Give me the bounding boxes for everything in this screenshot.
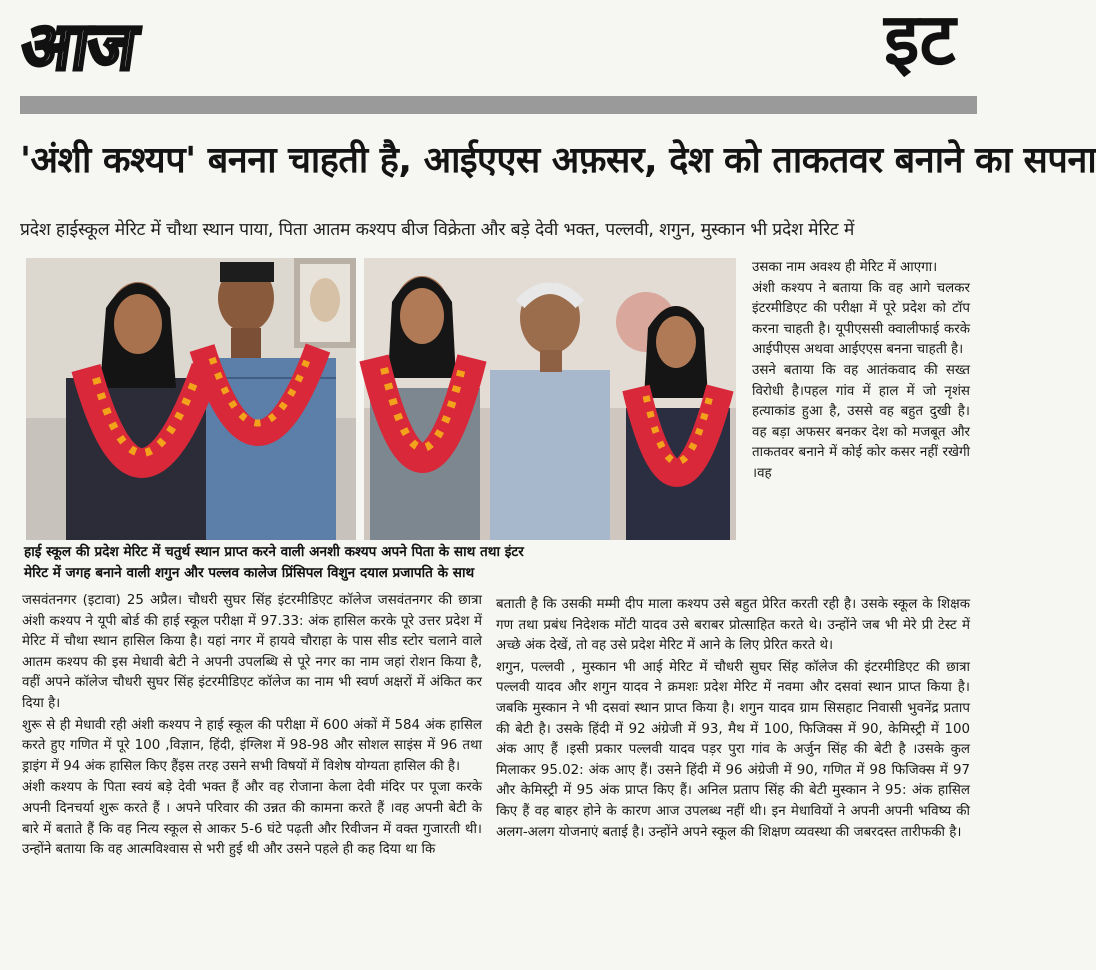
article-paragraph: अंशी कश्यप के पिता स्वयं बड़े देवी भक्त हैं और वह रोजाना केला देवी मंदिर पर पूजा करके अपनी दिनचर्या शुरू करते हैं । अपने परिवार की उन्नत की कामना करते हैं ।वह अपनी बेटी के बारे में बताते हैं कि वह नित्य स्कूल से आकर 5-6 घंटे पढ़ती और रिवीजन में वक्त गुजारती थी। उन्होंने बताया कि वह आत्मविश्वास से भरी हुई थी और उसने पहले ही कह दिया था कि: [22, 780, 482, 858]
article-paragraph: शुरू से ही मेधावी रही अंशी कश्यप ने हाई स्कूल की परीक्षा में 600 अंकों में 584 अंक हासिल करते हुए गणित में पूरे 100 ,विज्ञान, हिंदी, इंग्लिश में 98-98 और सोशल साइंस में 96 तथा ड्राइंग में 94 अंक हासिल किए हैंइस तरह उसने सभी विषयों में विशेष योग्यता हासिल की है।: [22, 717, 482, 774]
newspaper-logo: आज: [16, 8, 140, 85]
article-column-left: [22, 591, 482, 963]
subheadline: प्रदेश हाईस्कूल मेरिट में चौथा स्थान पाया, पिता आतम कश्यप बीज विक्रेता और बड़े देवी भक्त, पल्लवी, शगुन, मुस्कान भी प्रदेश मेरिट में: [20, 220, 855, 240]
masthead-edition-fragment: इट: [884, 0, 956, 81]
caption-line-1: हाई स्कूल की प्रदेश मेरिट में चतुर्थ स्थान प्राप्त करने वाली अनशी कश्यप अपने पिता के साथ तथा इंटर: [24, 544, 524, 560]
headline: 'अंशी कश्यप' बनना चाहती है, आईएएस अफ़सर, देश को ताकतवर बनाने का सपना: [20, 140, 1096, 181]
side-paragraph: उसका नाम अवश्य ही मेरिट में आएगा।: [752, 260, 938, 275]
side-paragraph: उसने बताया कि वह आतंकवाद की सख्त विरोधी है।पहल गांव में हाल में जो नृशंस हत्याकांड हुआ है, उससे वह बहुत दुखी है। वह बड़ा अफसर बनकर देश को मजबूत और ताकतवर बनाने में कोई कोर कसर नहीं रखेगी ।वह: [752, 362, 970, 481]
article-paragraph: जसवंतनगर (इटावा) 25 अप्रैल। चौधरी सुघर सिंह इंटरमीडिएट कॉलेज जसवंतनगर की छात्रा अंशी कश्यप ने यूपी बोर्ड की हाई स्कूल परीक्षा में 97.33: अंक हासिल करके पूरे उत्तर प्रदेश में मेरिट में चौथा स्थान हासिल किया है। यहां नगर में हायवे चौराहा के पास सीड स्टोर चलाने वाले आतम कश्यप की इस मेधावी बेटी ने अपनी उपलब्धि से पूरे नगर का नाम जहां रोशन किया है, वहीं अपने कॉलेज चौधरी सुघर सिंह इंटरमीडिएट कॉलेज का नाम भी स्वर्ण अक्षरों में अंकित कर दिया है।: [22, 593, 482, 711]
photo-students-with-principal: [364, 258, 736, 540]
article-paragraph: बताती है कि उसकी मम्मी दीप माला कश्यप उसे बहुत प्रेरित करती रही है। उसके स्कूल के शिक्षक गण तथा प्रबंध निदेशक मोंटी यादव उसे बराबर प्रोत्साहित करते थे। उन्होंने जब भी मेरे प्री टेस्ट में अच्छे अंक देखें, तो वह उसे प्रदेश मेरिट में आने के लिए प्रेरित करते थे।: [496, 597, 970, 654]
caption-line-2: मेरिट में जगह बनाने वाली शगुन और पल्लव कालेज प्रिंसिपल विशुन दयाल प्रजापति के साथ: [24, 565, 475, 581]
masthead-rule: [20, 96, 977, 114]
side-column: [752, 258, 970, 588]
photo-student-with-father: [26, 258, 356, 540]
photo-caption: [20, 540, 744, 586]
side-paragraph: अंशी कश्यप ने बताया कि वह आगे चलकर इंटरमीडिएट की परीक्षा में पूरे प्रदेश को टॉप करना चाहती है। यूपीएससी क्वालीफाई करके आईपीएस अथवा आईएएस बनना चाहती है।: [752, 280, 970, 358]
article-paragraph: शगुन, पल्लवी , मुस्कान भी आई मेरिट में चौधरी सुघर सिंह कॉलेज की इंटरमीडिएट की छात्रा पल्लवी यादव और शगुन यादव ने क्रमशः प्रदेश मेरिट में नवमा और दसवां स्थान प्राप्त किया है। जबकि मुस्कान ने भी दसवां स्थान प्राप्त किया है। शगुन यादव ग्राम सिसहाट निवासी भुवनेंद्र प्रताप की बेटी है। उसके हिंदी में 92 अंग्रेजी में 93, मैथ में 100, फिजिक्स में 90, केमिस्ट्री में 100 अंक आए हैं ।इसी प्रकार पल्लवी यादव पड़र पुरा गांव के अर्जुन सिंह की बेटी है ।उसके कुल मिलाकर 95.02: अंक आए हैं। उसने हिंदी में 96 अंग्रेजी में 90, गणित में 98 फिजिक्स में 97 और केमिस्ट्री में 95 अंक प्राप्त किए हैं। अनिल प्रताप सिंह की बेटी मुस्कान ने 95: अंक हासिल किए हैं वह बाहर होने के कारण आज उपलब्ध नहीं थी। इन मेधावियों ने अपनी अपनी भविष्य की अलग-अलग योजनाएं बताई है। उन्होंने अपने स्कूल की शिक्षण व्यवस्था की जबरदस्त तारीफकी है।: [496, 659, 970, 840]
article-column-right: [496, 595, 970, 963]
